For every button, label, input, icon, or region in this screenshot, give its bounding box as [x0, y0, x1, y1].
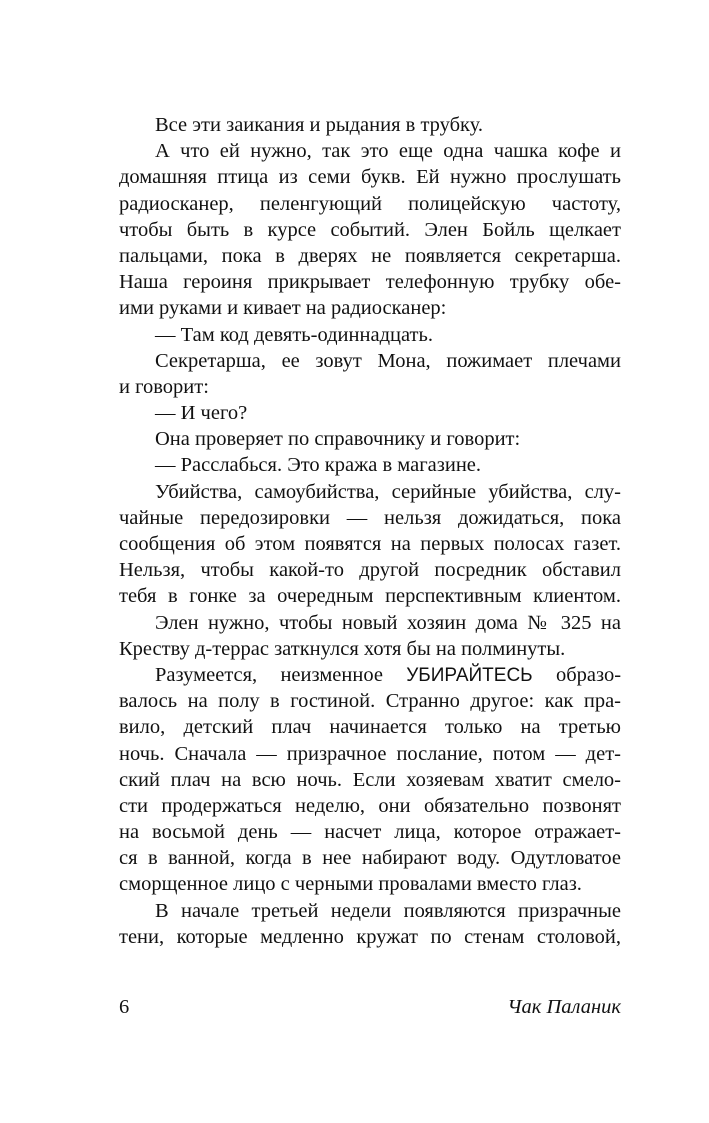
- text-line: ими руками и кивает на радиосканер:: [119, 297, 447, 320]
- text-line: радиосканер, пеленгующий полицейскую частоту,: [119, 192, 621, 215]
- page-footer: [119, 993, 621, 1021]
- text-line: В начале третьей недели появляются призрачные: [155, 899, 621, 922]
- text-fragment: Разумеется, неизменное: [155, 663, 383, 686]
- text-line: домашняя птица из семи букв. Ей нужно прослушать: [119, 166, 621, 189]
- text-line: Креству д-террас заткнулся хотя бы на полминуты.: [119, 637, 566, 660]
- text-line: чтобы быть в курсе событий. Элен Бойль щелкает: [119, 218, 621, 241]
- text-line: Секретарша, ее зовут Мона, пожимает плечами: [155, 349, 621, 372]
- text-line: вило, детский плач начинается только на третью: [119, 716, 621, 739]
- text-line-with-caps: [119, 662, 621, 688]
- text-fragment: образо-: [555, 663, 622, 686]
- text-line: Элен нужно, чтобы новый хозяин дома № 325 на: [155, 611, 621, 634]
- text-line: валось на полу в гостиной. Странно другое: как пра-: [119, 690, 621, 713]
- text-line: Все эти заикания и рыдания в трубку.: [155, 114, 484, 136]
- text-line: А что ей нужно, так это еще одна чашка кофе и: [155, 140, 621, 163]
- text-line: ский плач на всю ночь. Если хозяевам хватит смело-: [119, 768, 621, 791]
- text-line: тени, которые медленно кружат по стенам столовой,: [119, 925, 621, 948]
- text-line: — И чего?: [155, 402, 248, 425]
- text-line: на восьмой день — насчет лица, которое отражает-: [119, 821, 621, 844]
- text-line: Нельзя, чтобы какой-то другой посредник обставил: [119, 559, 621, 582]
- text-line: — Там код девять-одиннадцать.: [155, 323, 433, 346]
- text-line: сморщенное лицо с черными провалами вместо глаз.: [119, 873, 582, 896]
- text-line: сти продержаться неделю, они обязательно позвонят: [119, 794, 621, 817]
- text-line: Она проверяет по справочнику и говорит:: [155, 428, 521, 451]
- text-line: тебя в гонке за очередным перспективным клиентом.: [119, 585, 621, 608]
- text-line: Наша героиня прикрывает телефонную трубку обе-: [119, 271, 621, 294]
- text-line: — Расслабься. Это кража в магазине.: [155, 454, 482, 477]
- text-line: чайные передозировки — нельзя дожидаться, пока: [119, 506, 621, 529]
- text-line: пальцами, пока в дверях не появляется секретарша.: [119, 244, 621, 267]
- running-author: Чак Паланик: [507, 996, 621, 1018]
- book-page-text: [119, 112, 621, 950]
- text-line: ся в ванной, когда в нее набирают воду. Одутловатое: [119, 847, 621, 870]
- text-line: сообщения об этом появятся на первых полосах газет.: [119, 533, 621, 555]
- text-line: и говорит:: [119, 375, 209, 398]
- caps-word: УБИРАЙТЕСЬ: [406, 664, 533, 686]
- text-line: ночь. Сначала — призрачное послание, потом — дет-: [119, 742, 621, 765]
- text-line: Убийства, самоубийства, серийные убийства, слу-: [155, 480, 621, 503]
- page-number: 6: [119, 996, 130, 1018]
